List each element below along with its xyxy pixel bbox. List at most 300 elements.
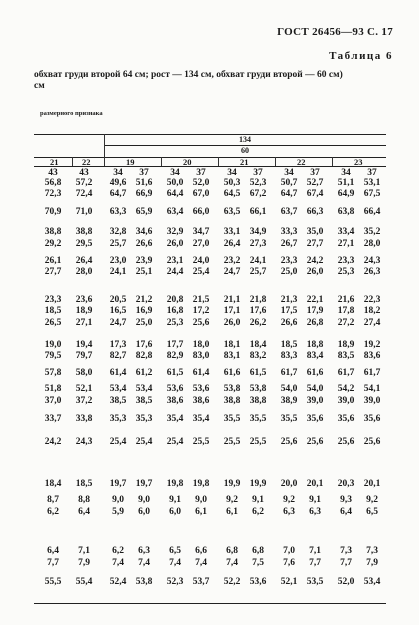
table-row <box>34 507 386 517</box>
table-cell: 7,7 <box>340 558 352 568</box>
table-cell: 18,5 <box>44 306 62 316</box>
table-cell: 23,2 <box>223 256 241 266</box>
table-cell: 37,0 <box>44 396 62 406</box>
table-cell: 83,4 <box>306 351 324 361</box>
table-cell: 52,7 <box>306 178 324 188</box>
table-cell: 25,5 <box>249 437 267 447</box>
table-cell: 67,4 <box>306 189 324 199</box>
table-cell: 55,5 <box>44 577 62 587</box>
table-cell: 38,5 <box>135 396 153 406</box>
table-cell: 35,6 <box>306 414 324 424</box>
table-cell: 23,3 <box>44 295 62 305</box>
table-cell: 9,1 <box>309 495 321 505</box>
table-cell: 7,1 <box>309 546 321 556</box>
table-cell: 53,6 <box>192 384 210 394</box>
table-cell: 51,6 <box>135 178 153 188</box>
table-cell: 6,2 <box>112 546 124 556</box>
table-cell: 38,8 <box>75 227 93 237</box>
bottom-rule <box>34 603 386 604</box>
col-divider <box>332 157 333 166</box>
table-cell: 21,3 <box>280 295 298 305</box>
table-cell: 83,5 <box>337 351 355 361</box>
table-cell: 24,7 <box>109 318 127 328</box>
table-cell: 7,4 <box>195 558 207 568</box>
table-cell: 22,3 <box>363 295 381 305</box>
table-cell: 64,7 <box>109 189 127 199</box>
table-row <box>34 558 386 568</box>
note-line-2: см <box>34 81 45 91</box>
table-cell: 56,8 <box>44 178 62 188</box>
table-cell: 34,6 <box>135 227 153 237</box>
table-cell: 52,4 <box>109 577 127 587</box>
table-cell: 6,1 <box>195 507 207 517</box>
table-cell: 25,6 <box>306 437 324 447</box>
table-row <box>34 546 386 556</box>
table-title: Таблица 6 <box>329 50 393 62</box>
table-cell: 27,7 <box>44 267 62 277</box>
table-cell: 18,5 <box>280 340 298 350</box>
table-cell: 53,8 <box>135 577 153 587</box>
table-cell: 53,5 <box>306 577 324 587</box>
subheader-cell: 37 <box>139 168 149 178</box>
table-cell: 18,4 <box>44 479 62 489</box>
table-cell: 61,6 <box>223 368 241 378</box>
subheader-cell: 34 <box>341 168 351 178</box>
table-cell: 52,0 <box>192 178 210 188</box>
table-cell: 7,6 <box>283 558 295 568</box>
table-cell: 38,6 <box>166 396 184 406</box>
table-cell: 35,6 <box>363 414 381 424</box>
table-cell: 35,0 <box>306 227 324 237</box>
table-cell: 38,8 <box>223 396 241 406</box>
table-cell: 18,2 <box>363 306 381 316</box>
table-cell: 18,9 <box>337 340 355 350</box>
table-cell: 35,3 <box>109 414 127 424</box>
table-cell: 66,0 <box>192 207 210 217</box>
table-cell: 32,9 <box>166 227 184 237</box>
table-cell: 6,2 <box>252 507 264 517</box>
table-cell: 52,1 <box>75 384 93 394</box>
table-cell: 83,0 <box>192 351 210 361</box>
table-cell: 6,8 <box>252 546 264 556</box>
table-cell: 35,2 <box>363 227 381 237</box>
table-cell: 66,9 <box>135 189 153 199</box>
table-cell: 66,3 <box>306 207 324 217</box>
group-col-header: 20 <box>183 157 192 167</box>
table-cell: 63,4 <box>166 207 184 217</box>
group-col-header: 19 <box>126 157 135 167</box>
table-cell: 53,8 <box>223 384 241 394</box>
table-cell: 26,7 <box>280 239 298 249</box>
table-cell: 63,5 <box>223 207 241 217</box>
table-cell: 6,4 <box>340 507 352 517</box>
subheader-cell: 34 <box>284 168 294 178</box>
table-cell: 29,5 <box>75 239 93 249</box>
table-cell: 83,2 <box>249 351 267 361</box>
table-cell: 7,3 <box>366 546 378 556</box>
table-cell: 82,9 <box>166 351 184 361</box>
table-cell: 17,9 <box>306 306 324 316</box>
table-cell: 7,9 <box>78 558 90 568</box>
table-row <box>34 306 386 316</box>
table-cell: 64,5 <box>223 189 241 199</box>
table-cell: 67,5 <box>363 189 381 199</box>
table-cell: 63,8 <box>337 207 355 217</box>
table-cell: 5,9 <box>112 507 124 517</box>
table-cell: 83,1 <box>223 351 241 361</box>
table-cell: 67,2 <box>249 189 267 199</box>
table-cell: 17,2 <box>192 306 210 316</box>
table-cell: 63,7 <box>280 207 298 217</box>
table-cell: 71,0 <box>75 207 93 217</box>
table-row <box>34 227 386 237</box>
table-cell: 24,4 <box>166 267 184 277</box>
table-cell: 63,3 <box>109 207 127 217</box>
table-cell: 26,0 <box>166 239 184 249</box>
table-cell: 58,0 <box>75 368 93 378</box>
table-cell: 66,4 <box>363 207 381 217</box>
table-cell: 82,8 <box>135 351 153 361</box>
table-cell: 20,1 <box>306 479 324 489</box>
table-cell: 55,4 <box>75 577 93 587</box>
table-cell: 18,1 <box>223 340 241 350</box>
table-cell: 70,9 <box>44 207 62 217</box>
table-cell: 7,7 <box>309 558 321 568</box>
table-cell: 16,9 <box>135 306 153 316</box>
table-cell: 16,5 <box>109 306 127 316</box>
table-cell: 6,3 <box>138 546 150 556</box>
table-cell: 52,3 <box>166 577 184 587</box>
table-cell: 6,4 <box>78 507 90 517</box>
table-cell: 26,6 <box>135 239 153 249</box>
table-cell: 26,8 <box>306 318 324 328</box>
table-cell: 9,1 <box>169 495 181 505</box>
table-cell: 19,0 <box>44 340 62 350</box>
table-cell: 27,1 <box>75 318 93 328</box>
table-cell: 27,7 <box>306 239 324 249</box>
subheader-cell: 34 <box>113 168 123 178</box>
table-cell: 66,1 <box>249 207 267 217</box>
table-cell: 26,4 <box>75 256 93 266</box>
table-cell: 17,6 <box>135 340 153 350</box>
table-cell: 21,6 <box>337 295 355 305</box>
table-cell: 23,6 <box>75 295 93 305</box>
group-label: 134 <box>239 135 251 144</box>
table-cell: 21,1 <box>223 295 241 305</box>
table-cell: 79,5 <box>44 351 62 361</box>
table-cell: 72,4 <box>75 189 93 199</box>
table-subnote: размерного признака <box>40 110 103 117</box>
table-cell: 19,8 <box>166 479 184 489</box>
table-cell: 18,5 <box>75 479 93 489</box>
table-row <box>34 256 386 266</box>
table-row <box>34 239 386 249</box>
table-cell: 34,9 <box>249 227 267 237</box>
table-cell: 9,3 <box>340 495 352 505</box>
table-cell: 9,0 <box>112 495 124 505</box>
table-cell: 37,2 <box>75 396 93 406</box>
table-cell: 23,3 <box>337 256 355 266</box>
table-cell: 35,6 <box>337 414 355 424</box>
table-cell: 26,0 <box>306 267 324 277</box>
table-cell: 26,2 <box>249 318 267 328</box>
subheader-row <box>34 168 386 178</box>
table-cell: 83,3 <box>280 351 298 361</box>
table-cell: 51,1 <box>337 178 355 188</box>
table-cell: 6,2 <box>47 507 59 517</box>
table-cell: 24,3 <box>363 256 381 266</box>
table-cell: 20,8 <box>166 295 184 305</box>
table-cell: 53,4 <box>135 384 153 394</box>
table-cell: 25,4 <box>135 437 153 447</box>
table-cell: 7,4 <box>169 558 181 568</box>
table-cell: 25,7 <box>109 239 127 249</box>
table-cell: 35,4 <box>166 414 184 424</box>
table-cell: 6,1 <box>226 507 238 517</box>
table-cell: 7,4 <box>226 558 238 568</box>
page-header: ГОСТ 26456—93 С. 17 <box>277 26 393 38</box>
table-cell: 21,8 <box>249 295 267 305</box>
table-cell: 53,1 <box>363 178 381 188</box>
col-divider <box>104 134 105 166</box>
table-cell: 61,7 <box>363 368 381 378</box>
table-cell: 19,9 <box>223 479 241 489</box>
table-cell: 6,5 <box>169 546 181 556</box>
table-row <box>34 178 386 188</box>
table-cell: 23,0 <box>109 256 127 266</box>
table-cell: 25,0 <box>135 318 153 328</box>
table-cell: 64,4 <box>166 189 184 199</box>
table-cell: 54,0 <box>280 384 298 394</box>
table-cell: 61,2 <box>135 368 153 378</box>
table-cell: 24,7 <box>223 267 241 277</box>
table-cell: 25,4 <box>109 437 127 447</box>
table-cell: 20,5 <box>109 295 127 305</box>
table-cell: 38,9 <box>280 396 298 406</box>
table-row <box>34 207 386 217</box>
table-cell: 6,3 <box>283 507 295 517</box>
table-cell: 38,8 <box>44 227 62 237</box>
table-cell: 25,5 <box>192 437 210 447</box>
table-cell: 52,0 <box>337 577 355 587</box>
table-cell: 33,4 <box>337 227 355 237</box>
table-cell: 24,1 <box>249 256 267 266</box>
group-col-header: 23 <box>354 157 363 167</box>
table-cell: 53,4 <box>363 577 381 587</box>
note-line-1: обхват груди второй 64 см; рост — 134 см, обхват груди второй — 60 см) <box>34 70 343 80</box>
table-row <box>34 437 386 447</box>
table-cell: 54,1 <box>363 384 381 394</box>
table-cell: 27,0 <box>192 239 210 249</box>
table-cell: 52,3 <box>249 178 267 188</box>
col-divider <box>275 157 276 166</box>
table-cell: 50,0 <box>166 178 184 188</box>
left-col-header: 21 <box>50 157 59 167</box>
table-cell: 38,5 <box>109 396 127 406</box>
table-cell: 9,2 <box>226 495 238 505</box>
group-col-header: 21 <box>240 157 249 167</box>
table-cell: 72,3 <box>44 189 62 199</box>
table-cell: 17,6 <box>249 306 267 316</box>
table-cell: 53,6 <box>249 577 267 587</box>
col-divider <box>72 157 73 166</box>
table-cell: 9,0 <box>138 495 150 505</box>
subheader-cell: 34 <box>170 168 180 178</box>
table-cell: 25,4 <box>166 437 184 447</box>
subheader-cell: 37 <box>196 168 206 178</box>
table-row <box>34 351 386 361</box>
table-row <box>34 318 386 328</box>
table-cell: 57,8 <box>44 368 62 378</box>
table-row <box>34 479 386 489</box>
table-cell: 33,3 <box>280 227 298 237</box>
table-cell: 9,1 <box>252 495 264 505</box>
table-cell: 64,7 <box>280 189 298 199</box>
table-cell: 25,3 <box>337 267 355 277</box>
table-cell: 21,5 <box>192 295 210 305</box>
table-cell: 61,5 <box>249 368 267 378</box>
table-cell: 17,7 <box>166 340 184 350</box>
table-cell: 82,7 <box>109 351 127 361</box>
table-row <box>34 340 386 350</box>
table-cell: 53,7 <box>192 577 210 587</box>
table-cell: 67,0 <box>192 189 210 199</box>
table-cell: 23,1 <box>166 256 184 266</box>
table-cell: 27,2 <box>337 318 355 328</box>
table-cell: 24,2 <box>306 256 324 266</box>
table-cell: 26,1 <box>44 256 62 266</box>
table-cell: 9,2 <box>366 495 378 505</box>
table-cell: 64,9 <box>337 189 355 199</box>
table-cell: 61,7 <box>280 368 298 378</box>
table-cell: 19,4 <box>75 340 93 350</box>
table-cell: 18,0 <box>192 340 210 350</box>
table-cell: 26,5 <box>44 318 62 328</box>
table-cell: 54,0 <box>306 384 324 394</box>
table-cell: 28,0 <box>75 267 93 277</box>
table-cell: 35,5 <box>249 414 267 424</box>
table-cell: 54,2 <box>337 384 355 394</box>
table-cell: 7,4 <box>138 558 150 568</box>
table-cell: 65,9 <box>135 207 153 217</box>
table-cell: 24,0 <box>192 256 210 266</box>
table-cell: 34,7 <box>192 227 210 237</box>
table-cell: 24,3 <box>75 437 93 447</box>
table-cell: 39,0 <box>363 396 381 406</box>
table-cell: 25,6 <box>337 437 355 447</box>
table-cell: 27,1 <box>337 239 355 249</box>
table-cell: 49,6 <box>109 178 127 188</box>
table-cell: 17,3 <box>109 340 127 350</box>
table-cell: 6,0 <box>169 507 181 517</box>
table-cell: 25,6 <box>280 437 298 447</box>
table-cell: 19,8 <box>192 479 210 489</box>
table-cell: 35,5 <box>223 414 241 424</box>
table-cell: 19,9 <box>249 479 267 489</box>
table-cell: 29,2 <box>44 239 62 249</box>
table-cell: 6,6 <box>195 546 207 556</box>
table-cell: 7,7 <box>47 558 59 568</box>
table-cell: 25,0 <box>280 267 298 277</box>
table-row <box>34 495 386 505</box>
table-cell: 61,5 <box>166 368 184 378</box>
table-cell: 53,4 <box>109 384 127 394</box>
table-cell: 83,6 <box>363 351 381 361</box>
table-cell: 27,4 <box>363 318 381 328</box>
table-cell: 19,2 <box>363 340 381 350</box>
table-cell: 23,9 <box>135 256 153 266</box>
table-cell: 28,0 <box>363 239 381 249</box>
table-cell: 24,1 <box>109 267 127 277</box>
table-cell: 61,7 <box>337 368 355 378</box>
left-col-header: 22 <box>82 157 91 167</box>
table-cell: 18,9 <box>75 306 93 316</box>
table-cell: 27,3 <box>249 239 267 249</box>
subheader-cell: 37 <box>310 168 320 178</box>
table-row <box>34 189 386 199</box>
col-divider <box>218 157 219 166</box>
table-cell: 23,3 <box>280 256 298 266</box>
table-cell: 26,4 <box>223 239 241 249</box>
table-cell: 50,7 <box>280 178 298 188</box>
table-cell: 79,7 <box>75 351 93 361</box>
table-row <box>34 396 386 406</box>
table-cell: 17,8 <box>337 306 355 316</box>
table-cell: 26,0 <box>223 318 241 328</box>
table-cell: 53,8 <box>249 384 267 394</box>
table-cell: 6,0 <box>138 507 150 517</box>
table-cell: 7,3 <box>340 546 352 556</box>
table-cell: 39,0 <box>306 396 324 406</box>
table-cell: 33,7 <box>44 414 62 424</box>
table-cell: 25,4 <box>192 267 210 277</box>
table-cell: 25,7 <box>249 267 267 277</box>
table-cell: 20,3 <box>337 479 355 489</box>
table-cell: 32,8 <box>109 227 127 237</box>
table-cell: 20,1 <box>363 479 381 489</box>
table-cell: 8,8 <box>78 495 90 505</box>
table-cell: 7,1 <box>78 546 90 556</box>
table-cell: 6,3 <box>309 507 321 517</box>
table-cell: 7,0 <box>283 546 295 556</box>
table-cell: 38,8 <box>249 396 267 406</box>
table-cell: 17,1 <box>223 306 241 316</box>
table-row <box>34 368 386 378</box>
table-cell: 51,8 <box>44 384 62 394</box>
table-cell: 25,1 <box>135 267 153 277</box>
table-cell: 61,4 <box>109 368 127 378</box>
table-cell: 57,2 <box>75 178 93 188</box>
table-cell: 35,5 <box>280 414 298 424</box>
table-cell: 39,0 <box>337 396 355 406</box>
table-cell: 21,2 <box>135 295 153 305</box>
table-cell: 25,3 <box>166 318 184 328</box>
table-cell: 8,7 <box>47 495 59 505</box>
table-row <box>34 295 386 305</box>
table-cell: 7,9 <box>366 558 378 568</box>
table-cell: 52,2 <box>223 577 241 587</box>
table-cell: 19,7 <box>135 479 153 489</box>
table-cell: 7,4 <box>112 558 124 568</box>
subheader-cell: 43 <box>48 168 58 178</box>
table-cell: 25,6 <box>363 437 381 447</box>
subheader-cell: 34 <box>227 168 237 178</box>
table-note <box>34 70 386 92</box>
table-cell: 22,1 <box>306 295 324 305</box>
table-row <box>34 414 386 424</box>
subheader-cell: 37 <box>367 168 377 178</box>
subgroup-label: 60 <box>241 146 249 155</box>
